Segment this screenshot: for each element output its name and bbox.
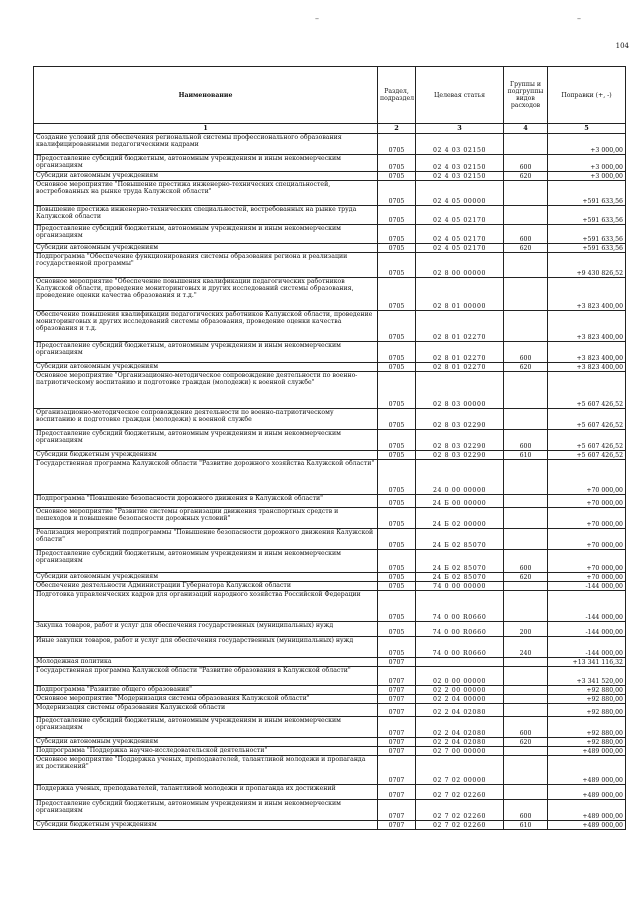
row-amount: +70 000,00 [548,508,626,529]
table-row [34,495,626,508]
row-section: 0705 [378,181,416,206]
row-name: Предоставление субсидий бюджетным, автономным учреждениям и иным некоммерческим организациям [34,155,378,172]
row-amount: +591 633,56 [548,181,626,206]
row-section: 0705 [378,495,416,508]
row-section: 0705 [378,342,416,363]
table-row [34,206,626,225]
row-name: Субсидии автономным учреждениям [34,363,378,372]
table-row [34,756,626,785]
table-row [34,717,626,738]
row-group [504,695,548,704]
row-group [504,253,548,278]
row-target: 24 0 00 00000 [416,460,504,495]
table-row [34,430,626,451]
row-name: Предоставление субсидий бюджетным, автономным учреждениям и иным некоммерческим организациям [34,800,378,821]
table-row [34,622,626,637]
row-group: 600 [504,342,548,363]
row-section: 0707 [378,785,416,800]
row-name: Организационно-методическое сопровождение деятельности по военно-патриотическому воспитанию и подготовке граждан (молодежи) к военной службе [34,409,378,430]
row-name: Иные закупки товаров, работ и услуг для обеспечения государственных (муниципальных) нужд [34,637,378,658]
row-group [504,747,548,756]
row-amount: +70 000,00 [548,573,626,582]
row-target: 02 8 01 02270 [416,311,504,342]
row-name: Предоставление субсидий бюджетным, автономным учреждениям и иным некоммерческим организациям [34,717,378,738]
row-section: 0707 [378,695,416,704]
row-target: 02 8 03 00000 [416,372,504,409]
table-row [34,747,626,756]
row-name: Основное мероприятие "Модернизация системы образования Калужской области" [34,695,378,704]
row-section: 0705 [378,134,416,155]
row-group [504,206,548,225]
row-name: Закупка товаров, работ и услуг для обеспечения государственных (муниципальных) нужд [34,622,378,637]
row-amount: +5 607 426,52 [548,409,626,430]
row-group: 620 [504,573,548,582]
row-group: 620 [504,363,548,372]
row-amount: +70 000,00 [548,460,626,495]
row-name: Субсидии автономным учреждениям [34,244,378,253]
row-target: 02 2 04 00000 [416,695,504,704]
row-amount: +591 633,56 [548,206,626,225]
row-amount: +489 000,00 [548,821,626,830]
row-group [504,658,548,667]
table-row [34,785,626,800]
row-target: 02 2 04 02080 [416,717,504,738]
col-number: 3 [416,124,504,134]
row-group [504,278,548,311]
row-section: 0705 [378,278,416,311]
row-target: 02 4 05 02170 [416,244,504,253]
row-group: 200 [504,622,548,637]
table-row [34,582,626,591]
row-name: Основное мероприятие "Повышение престижа инженерно-технических специальностей, востребованных на рынке труда Калужской области" [34,181,378,206]
row-section: 0705 [378,573,416,582]
row-amount: +489 000,00 [548,800,626,821]
row-section: 0705 [378,430,416,451]
row-target: 02 7 00 00000 [416,747,504,756]
row-amount: +92 880,00 [548,717,626,738]
row-name: Предоставление субсидий бюджетным, автономным учреждениям и иным некоммерческим организациям [34,430,378,451]
row-section: 0705 [378,363,416,372]
table-row [34,451,626,460]
row-group: 600 [504,800,548,821]
row-target [416,658,504,667]
row-target: 24 Б 00 00000 [416,495,504,508]
col-number: 4 [504,124,548,134]
row-group: 620 [504,244,548,253]
row-amount: +70 000,00 [548,550,626,573]
header-name: Наименование [34,67,378,124]
row-group: 600 [504,717,548,738]
row-amount: -144 000,00 [548,637,626,658]
row-section: 0707 [378,667,416,686]
row-group [504,311,548,342]
row-section: 0705 [378,529,416,550]
row-section: 0705 [378,622,416,637]
table-row [34,695,626,704]
row-target: 02 7 02 00000 [416,756,504,785]
table-row [34,658,626,667]
row-target: 74 0 00 00000 [416,582,504,591]
page-number: 104 [615,42,629,50]
row-group [504,529,548,550]
row-group: 620 [504,172,548,181]
row-target: 02 4 05 00000 [416,181,504,206]
row-amount: +5 607 426,52 [548,430,626,451]
table-row [34,550,626,573]
row-group: 600 [504,155,548,172]
row-amount: +3 823 400,00 [548,311,626,342]
row-group: 240 [504,637,548,658]
row-amount: +5 607 426,52 [548,372,626,409]
row-section: 0705 [378,460,416,495]
row-group [504,785,548,800]
row-target: 02 8 03 02290 [416,430,504,451]
row-amount: +13 341 116,32 [548,658,626,667]
row-name: Субсидии бюджетным учреждениям [34,821,378,830]
row-name: Государственная программа Калужской области "Развитие дорожного хозяйства Калужской области" [34,460,378,495]
table-row [34,155,626,172]
table-row [34,363,626,372]
row-target: 02 7 02 02260 [416,800,504,821]
row-target: 02 4 03 02150 [416,134,504,155]
row-section: 0705 [378,582,416,591]
row-amount: +5 607 426,52 [548,451,626,460]
top-mark-right: – [577,14,581,23]
row-target: 02 8 01 02270 [416,342,504,363]
row-group: 600 [504,550,548,573]
table-row [34,372,626,409]
row-section: 0705 [378,508,416,529]
row-section: 0707 [378,717,416,738]
row-name: Предоставление субсидий бюджетным, автономным учреждениям и иным некоммерческим организациям [34,550,378,573]
row-group [504,409,548,430]
table-row [34,573,626,582]
row-target: 74 0 00 R0660 [416,637,504,658]
row-group [504,704,548,717]
row-group: 610 [504,821,548,830]
row-target: 02 7 02 02260 [416,821,504,830]
row-name: Обеспечение деятельности Администрации Губернатора Калужской области [34,582,378,591]
budget-amendments-table [33,66,626,830]
row-amount: +9 430 826,52 [548,253,626,278]
table-row [34,738,626,747]
row-name: Субсидии бюджетным учреждениям [34,451,378,460]
row-group [504,181,548,206]
row-name: Модернизация системы образования Калужской области [34,704,378,717]
row-name: Молодежная политика [34,658,378,667]
column-number-row [34,124,626,134]
row-section: 0705 [378,253,416,278]
header-groups: Группы и подгруппы видов расходов [504,67,548,124]
row-group [504,582,548,591]
row-target: 02 8 01 00000 [416,278,504,311]
row-name: Подпрограмма "Поддержка научно-исследовательской деятельности" [34,747,378,756]
row-section: 0705 [378,225,416,244]
row-name: Предоставление субсидий бюджетным, автономным учреждениям и иным некоммерческим организациям [34,225,378,244]
table-row [34,278,626,311]
row-amount: -144 000,00 [548,622,626,637]
row-name: Подпрограмма "Повышение безопасности дорожного движения в Калужской области" [34,495,378,508]
row-target: 24 Б 02 85070 [416,550,504,573]
row-group [504,756,548,785]
row-target: 02 8 01 02270 [416,363,504,372]
row-group [504,508,548,529]
row-section: 0705 [378,591,416,622]
table-row [34,244,626,253]
row-section: 0705 [378,172,416,181]
table-row [34,508,626,529]
row-amount: +3 000,00 [548,134,626,155]
row-name: Подпрограмма "Обеспечение функционирования системы образования региона и реализации государственной программы" [34,253,378,278]
table-row [34,800,626,821]
row-target: 02 8 03 02290 [416,451,504,460]
row-group: 600 [504,225,548,244]
row-group [504,495,548,508]
col-number: 1 [34,124,378,134]
top-mark-left: – [315,14,319,23]
row-name: Подпрограмма "Развитие общего образования" [34,686,378,695]
row-section: 0705 [378,372,416,409]
row-section: 0705 [378,637,416,658]
row-group: 620 [504,738,548,747]
row-target: 02 4 03 02150 [416,172,504,181]
row-target: 74 0 00 R0660 [416,622,504,637]
row-group [504,667,548,686]
table-row [34,637,626,658]
row-amount: +591 633,56 [548,225,626,244]
table-row [34,181,626,206]
row-name: Повышение престижа инженерно-технических специальностей, востребованных на рынке труда Калужской области [34,206,378,225]
row-name: Субсидии автономным учреждениям [34,172,378,181]
col-number: 5 [548,124,626,134]
row-amount: +70 000,00 [548,529,626,550]
row-amount: +489 000,00 [548,785,626,800]
row-amount: +3 341 520,00 [548,667,626,686]
row-target: 02 8 00 00000 [416,253,504,278]
row-target: 02 7 02 02260 [416,785,504,800]
row-section: 0705 [378,550,416,573]
row-target: 02 4 05 02170 [416,225,504,244]
row-section: 0707 [378,686,416,695]
row-amount: +70 000,00 [548,495,626,508]
row-amount: +92 880,00 [548,704,626,717]
table-row [34,460,626,495]
row-target: 02 2 00 00000 [416,686,504,695]
row-amount: +489 000,00 [548,747,626,756]
row-group [504,372,548,409]
row-section: 0707 [378,800,416,821]
header-amendments: Поправки (+, -) [548,67,626,124]
row-amount: +3 000,00 [548,172,626,181]
table-row [34,253,626,278]
table-row [34,409,626,430]
row-group: 600 [504,430,548,451]
table-row [34,591,626,622]
row-section: 0707 [378,658,416,667]
row-amount: +591 633,56 [548,244,626,253]
table-body [34,134,626,830]
row-target: 02 2 04 02080 [416,704,504,717]
header-section: Раздел, подраздел [378,67,416,124]
row-group [504,591,548,622]
row-section: 0705 [378,155,416,172]
row-name: Основное мероприятие "Развитие системы организации движения транспортных средств и пешеходов и повышение безопасности дорожных условий" [34,508,378,529]
row-amount: +92 880,00 [548,695,626,704]
row-section: 0707 [378,738,416,747]
row-section: 0707 [378,756,416,785]
row-amount: +3 823 400,00 [548,342,626,363]
row-target: 02 8 03 02290 [416,409,504,430]
table-row [34,172,626,181]
col-number: 2 [378,124,416,134]
row-section: 0705 [378,244,416,253]
row-target: 24 Б 02 85070 [416,529,504,550]
table-row [34,342,626,363]
row-group [504,686,548,695]
row-name: Создание условий для обеспечения региональной системы профессионального образования квалифицированными педагогическими кадрами [34,134,378,155]
row-amount: -144 000,00 [548,591,626,622]
table-row [34,225,626,244]
table-row [34,529,626,550]
row-amount: +92 880,00 [548,738,626,747]
table-row [34,821,626,830]
row-amount: +92 880,00 [548,686,626,695]
table-row [34,667,626,686]
row-target: 74 0 00 R0660 [416,591,504,622]
row-section: 0707 [378,704,416,717]
row-name: Субсидии автономным учреждениям [34,738,378,747]
row-amount: +3 000,00 [548,155,626,172]
row-amount: +3 823 400,00 [548,363,626,372]
header-target: Целевая статья [416,67,504,124]
table-row [34,686,626,695]
row-target: 02 4 03 02150 [416,155,504,172]
row-name: Предоставление субсидий бюджетным, автономным учреждениям и иным некоммерческим организациям [34,342,378,363]
row-name: Основное мероприятие "Организационно-методическое сопровождение деятельности по военно-патриотическому воспитанию и подготовке граждан (молодежи) к военной службе" [34,372,378,409]
row-section: 0705 [378,409,416,430]
row-name: Подготовка управленческих кадров для организаций народного хозяйства Российской Федерации [34,591,378,622]
row-group [504,460,548,495]
row-name: Основное мероприятие "Обеспечение повышения квалификации педагогических работников Калужской области, проведение мониторинговых и других исследований системы образования, проведение оценки качества образования и т.д." [34,278,378,311]
row-section: 0707 [378,747,416,756]
row-section: 0707 [378,821,416,830]
row-section: 0705 [378,311,416,342]
table-row [34,704,626,717]
row-amount: +3 823 400,00 [548,278,626,311]
row-target: 02 0 00 00000 [416,667,504,686]
row-name: Реализация мероприятий подпрограммы "Повышение безопасности дорожного движения Калужской области" [34,529,378,550]
row-amount: +489 000,00 [548,756,626,785]
row-group: 610 [504,451,548,460]
row-target: 02 2 04 02080 [416,738,504,747]
row-name: Обеспечение повышения квалификации педагогических работников Калужской области, проведение мониторинговых и других исследований системы образования, проведение оценки качества образования и т.д. [34,311,378,342]
row-section: 0705 [378,451,416,460]
row-group [504,134,548,155]
row-name: Основное мероприятие "Поддержка ученых, преподавателей, талантливой молодежи и пропаганда их достижений" [34,756,378,785]
table-row [34,134,626,155]
row-name: Поддержка ученых, преподавателей, талантливой молодежи и пропаганда их достижений [34,785,378,800]
table-row [34,311,626,342]
row-target: 02 4 05 02170 [416,206,504,225]
row-section: 0705 [378,206,416,225]
row-name: Государственная программа Калужской области "Развитие образования в Калужской области" [34,667,378,686]
row-amount: -144 000,00 [548,582,626,591]
row-target: 24 Б 02 85070 [416,573,504,582]
row-target: 24 Б 02 00000 [416,508,504,529]
row-name: Субсидии автономным учреждениям [34,573,378,582]
